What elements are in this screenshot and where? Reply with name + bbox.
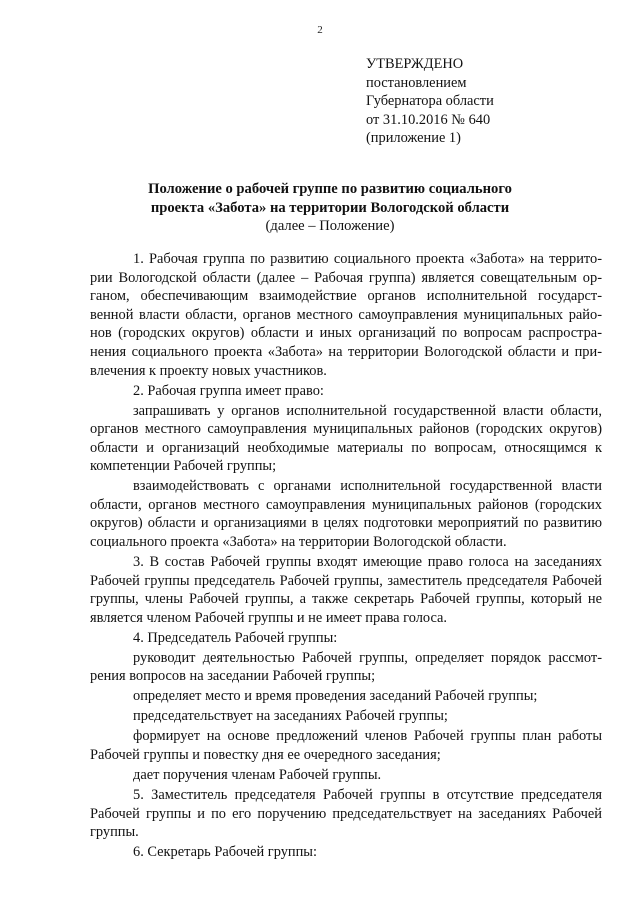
paragraph-4-item-orders: дает поручения членам Рабочей группы. xyxy=(133,766,382,783)
paragraph-1: 1. Рабочая группа по развитию социального проекта «Забота» на территории Вологодской области (далее – Рабочая группа) является совещательным органом, обеспечивающим взаимодействие органов исполнительной государственной власти области, органов местного самоуправления муниципальных районов (городских округов) области и иных организаций по вопросам распространения социального проекта «Забота» на территории Вологодской области и привлечения к проекту новых участников. xyxy=(90,251,602,379)
paragraph-2: 2. Рабочая группа имеет право: xyxy=(133,382,324,399)
title-line-2: проекта «Забота» на территории Вологодской области xyxy=(150,199,510,216)
approval-line-appendix: (приложение 1) xyxy=(366,130,461,147)
paragraph-2-item-interact: взаимодействовать с органами исполнительной государственной власти области, органов местного самоуправления муниципальных районов (городских округов) области и организациями в целях подготовки мероприятий по развитию социального проекта «Забота» на территории Вологодской области. xyxy=(90,478,602,551)
paragraph-6: 6. Секретарь Рабочей группы: xyxy=(133,844,317,861)
paragraph-4-item-preside: председательствует на заседаниях Рабочей группы; xyxy=(133,708,448,725)
title-line-1: Положение о рабочей группе по развитию социального xyxy=(148,181,512,197)
paragraph-3: 3. В состав Рабочей группы входят имеющие право голоса на заседаниях Рабочей группы председатель Рабочей группы, заместитель председателя Рабочей группы, члены Рабочей группы, а также секретарь Рабочей группы, который не является членом Рабочей группы и не имеет права голоса. xyxy=(90,554,602,626)
title-line-3: (далее – Положение) xyxy=(265,218,395,235)
document-title xyxy=(60,180,600,236)
document-body xyxy=(90,250,602,863)
approval-line-governor: Губернатора области xyxy=(366,93,494,110)
paragraph-2-item-request: запрашивать у органов исполнительной государственной власти области, органов местного самоуправления муниципальных районов (городских округов) области и организаций необходимые материалы по вопросам, относящимся к компетенции Рабочей группы; xyxy=(90,402,602,475)
approval-line-date-number: от 31.10.2016 № 640 xyxy=(366,111,491,128)
page-number: 2 xyxy=(317,24,323,36)
paragraph-4-item-manage: руководит деятельностью Рабочей группы, определяет порядок рассмотрения вопросов на заседании Рабочей группы; xyxy=(90,649,602,685)
paragraph-4-item-place-time: определяет место и время проведения заседаний Рабочей группы; xyxy=(133,688,538,705)
approval-line-approved: УТВЕРЖДЕНО xyxy=(366,56,464,72)
paragraph-4-item-plan: формирует на основе предложений членов Рабочей группы план работы Рабочей группы и повестку дня ее очередного заседания; xyxy=(90,728,602,763)
approval-line-resolution: постановлением xyxy=(366,74,467,91)
approval-stamp xyxy=(366,55,494,148)
paragraph-4: 4. Председатель Рабочей группы: xyxy=(133,629,338,646)
paragraph-5: 5. Заместитель председателя Рабочей группы в отсутствие председателя Рабочей группы и по его поручению председательствует на заседаниях Рабочей группы. xyxy=(90,786,602,841)
